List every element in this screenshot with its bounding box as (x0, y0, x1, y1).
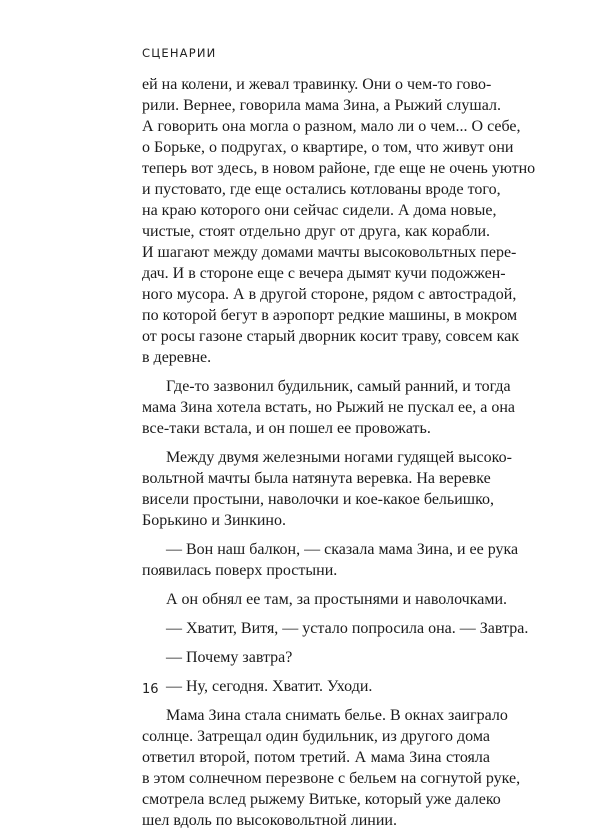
text-line: — Хватит, Витя, — устало попросила она. — Завтра. (166, 620, 529, 637)
text-line: Между двумя железными ногами гудящей высоко- (166, 449, 512, 466)
text-line: висели простыни, наволочки и кое-какое бельишко, (142, 491, 495, 508)
paragraph (142, 618, 529, 639)
paragraph (142, 589, 508, 610)
text-line: И шагают между домами мачты высоковольтных пере- (142, 244, 517, 261)
text-line: появилась поверх простыни. (142, 562, 338, 579)
text-line: ответил второй, потом третий. А мама Зина стояла (142, 749, 490, 766)
paragraph (142, 676, 490, 697)
body-text (142, 74, 536, 839)
text-line: шел вдоль по высоковольтной линии. (142, 812, 397, 829)
text-line: А говорить она могла о разном, мало ли о чем... О себе, (142, 118, 521, 135)
paragraph (142, 705, 521, 831)
text-line: все-таки встала, и он пошел ее провожать. (142, 420, 431, 437)
paragraph (142, 447, 512, 531)
paragraph (142, 539, 519, 581)
text-line: в деревне. (142, 349, 212, 366)
text-line: теперь вот здесь, в новом районе, где еще не очень уютно (142, 160, 536, 177)
text-line: на краю которого они сейчас сидели. А дома новые, (142, 202, 497, 219)
page-number: 16 (142, 682, 159, 697)
text-line: — Почему завтра? (166, 649, 293, 666)
text-line: рили. Вернее, говорила мама Зина, а Рыжий слушал. (142, 97, 501, 114)
paragraph (142, 647, 490, 668)
text-line: дач. И в стороне еще с вечера дымят кучи подожжен- (142, 265, 506, 282)
text-line: солнце. Затрещал один будильник, из другого дома (142, 728, 490, 745)
text-line: Борькино и Зинкино. (142, 512, 286, 529)
text-line: Где-то зазвонил будильник, самый ранний, и тогда (166, 378, 511, 395)
text-line: ного мусора. А в другой стороне, рядом с автострадой, (142, 286, 517, 303)
text-line: А он обнял ее там, за простынями и наволочками. (166, 591, 508, 608)
text-line: вольтной мачты была натянута веревка. На веревке (142, 470, 491, 487)
text-line: — Вон наш балкон, — сказала мама Зина, и ее рука (166, 541, 519, 558)
text-line: ей на колени, и жевал травинку. Они о чем-то гово- (142, 76, 492, 93)
paragraph (142, 74, 536, 368)
text-line: в этом солнечном перезвоне с бельем на согнутой руке, (142, 770, 521, 787)
text-line: о Борьке, о подругах, о квартире, о том, что живут они (142, 139, 514, 156)
text-line: и пустовато, где еще остались котлованы вроде того, (142, 181, 501, 198)
text-line: Мама Зина стала снимать белье. В окнах заиграло (166, 707, 508, 724)
running-head: СЦЕНАРИИ (142, 46, 217, 60)
text-line: — Ну, сегодня. Хватит. Уходи. (166, 678, 373, 695)
paragraph (142, 376, 516, 439)
text-line: по которой бегут в аэропорт редкие машины, в мокром (142, 307, 518, 324)
text-line: мама Зина хотела встать, но Рыжий не пускал ее, а она (142, 399, 516, 416)
text-line: от росы газоне старый дворник косит траву, совсем как (142, 328, 519, 345)
text-line: чистые, стоят отдельно друг от друга, как корабли. (142, 223, 490, 240)
text-line: смотрела вслед рыжему Витьке, который уже далеко (142, 791, 501, 808)
